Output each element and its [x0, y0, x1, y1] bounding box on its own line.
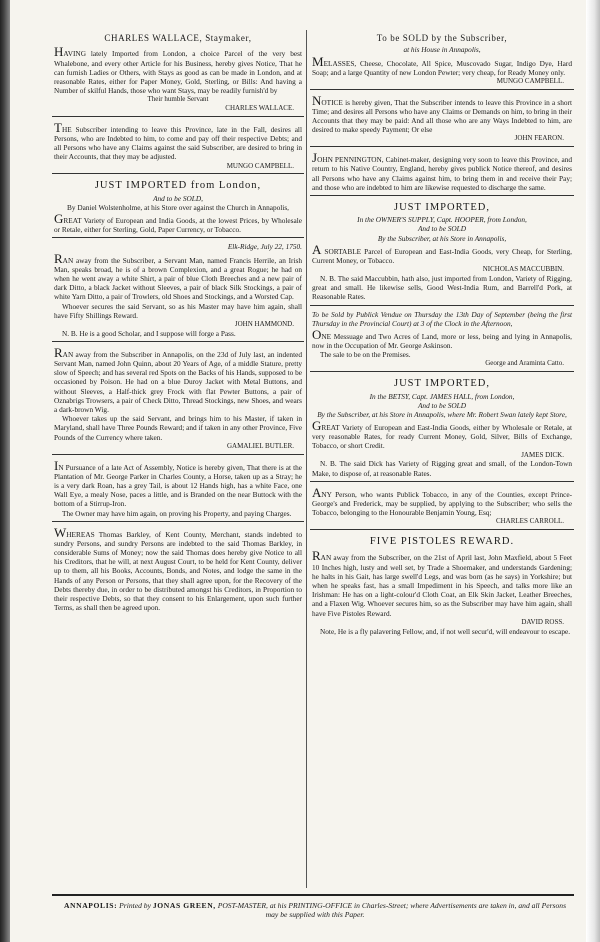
- divider: [310, 89, 574, 90]
- advert-byline: By the Subscriber, at his Store in Annapolis, where Mr. Robert Swan lately kept Store,: [317, 409, 567, 419]
- divider: [52, 521, 304, 522]
- imprint-printer: JONAS GREEN,: [152, 901, 216, 910]
- advert-signature: JAMES DICK.: [521, 450, 564, 459]
- advert-dick: [310, 374, 574, 479]
- advert-dateline: Elk-Ridge, July 22, 1750.: [227, 242, 302, 252]
- advert-subheading-2: And to be SOLD: [417, 224, 467, 234]
- advert-body-continued: Whoever takes up the said Servant, and brings him to his Master, if taken in Maryland, shall have Three Pounds Reward; and if taken in any other Province, Five Pounds of the Currency where taken.: [54, 414, 302, 442]
- advert-body: ANY Person, who wants Publick Tobacco, in any of the Counties, except Prince-George's and Frederick, may be supplied, by applying to the Subscriber; who sells the Tobacco, belonging to the Honourable Benjamin Young, Esq;: [312, 484, 572, 518]
- divider: [310, 146, 574, 147]
- advert-body: NOTICE is hereby given, That the Subscriber intends to leave this Province in a short Time; and desires all Persons who have any Claims or Demands on him, to bring in their Accounts that they may be paid: And all those who are any Ways Indebted to him, are desired to make speedy Payment; Or else: [312, 92, 572, 135]
- column-divider: [306, 30, 307, 888]
- footer-rule: [52, 894, 574, 896]
- advert-signature: CHARLES WALLACE.: [225, 104, 294, 113]
- advert-subheading: In the OWNER'S SUPPLY, Capt. HOOPER, from London,: [357, 215, 527, 225]
- left-column: [52, 30, 304, 890]
- advert-signature: MUNGO CAMPBELL.: [496, 76, 564, 85]
- divider: [310, 371, 574, 372]
- advert-maccubbin: [310, 198, 574, 303]
- divider: [310, 529, 574, 530]
- advert-body: RAN away from the Subscriber in Annapolis, on the 23d of July last, an indented Servant Man, named John Quinn, about 20 Years of Age, of a middle Stature, pretty slow of Speech; and has several red Spots on the Backs of his Hands, supposed to be occasioned by Poison. He had on a blue Duroy Jacket with Metal Buttons, and without Sleeves, a Half-thick grey Frock with flat Pewter Buttons, a pair of Oznabrigs Trowsers, a pair of Check Ditto, Thread Stockings, new Shoes, and wears a dark-brown Wig.: [54, 344, 302, 415]
- advert-body-continued: The sale to be on the Premises.: [320, 350, 411, 360]
- divider: [52, 116, 304, 117]
- advert-lead: To be Sold by Publick Vendue on Thursday the 13th Day of September (being the first Thursday in the Provincial Court) at 3 of the Clock in the Afternoon,: [312, 309, 572, 328]
- divider: [52, 237, 304, 238]
- advert-catto-vendue: [310, 308, 574, 370]
- divider: [52, 454, 304, 455]
- printer-imprint: [60, 901, 570, 920]
- page-binding: [0, 0, 10, 942]
- advert-heading: JUST IMPORTED from London,: [94, 180, 262, 192]
- advert-heading: FIVE PISTOLES REWARD.: [369, 536, 515, 548]
- advert-signature: DAVID ROSS.: [521, 617, 564, 626]
- advert-body: A SORTABLE Parcel of European and East-India Goods, very Cheap, for Sterling, Current Money, or Tobacco.: [312, 241, 572, 265]
- advert-subheading: In the BETSY, Capt. JAMES HALL, from London,: [369, 391, 515, 401]
- advert-body: THE Subscriber intending to leave this Province, late in the Fall, desires all Persons, who are Indebted to him, to come and pay off their respective Debts; and all Persons who have any Claims against the said Subscriber, are desired to bring in their Accounts, that they may be adjusted.: [54, 119, 302, 162]
- imprint-details: POST-MASTER, at his PRINTING-OFFICE in Charles-Street; where Advertisements are taken in, and all Persons may be supplied with this Paper.: [217, 901, 567, 920]
- advert-body: WHEREAS Thomas Barkley, of Kent County, Merchant, stands indebted to sundry Persons, and sundry Persons are indebted to the said Thomas Barkley, in considerable Sums of Money; now the said Thomas does hereby give Notice to all his Creditors, that he will, at next August Court, to be held for Kent County, deliver up to them, all his Books, Accounts, Bonds, and Notes, and lodge the same in the Hands of any Person or Persons, that they shall agree upon, for the Recovery of the Debts thereby due, in order to be distributed amongst his Creditors, in Proportion to their respective Debts, so that they consent to his Enlargement, upon such further Terms, as shall then be agreed upon.: [54, 524, 302, 613]
- advert-subheading: And to be SOLD,: [153, 193, 203, 203]
- advert-body: GREAT Variety of European and India Goods, at the lowest Prices, by Wholesale or Retale, either for Sterling, Gold, Paper Currency, or Tobacco.: [54, 211, 302, 235]
- advert-body: JOHN PENNINGTON, Cabinet-maker, designing very soon to leave this Province, and return to his Native Country, England, hereby gives publick Notice thereof, and desires all Persons who have any Claims against him, to bring them in and receive their Pay; and those who are indebted to him are likewise requested to discharge the same.: [312, 150, 572, 192]
- page-edge: [586, 0, 600, 942]
- imprint-printed-by: Printed by: [119, 901, 151, 910]
- advert-byline: By the Subscriber, at his Store in Annapolis,: [377, 233, 507, 243]
- advert-subheading-2: And to be SOLD: [417, 400, 467, 410]
- advert-signature: JOHN FEARON.: [514, 134, 564, 143]
- advert-ross-reward: [310, 532, 574, 637]
- advert-body: ONE Messuage and Two Acres of Land, more or less, being and lying in Annapolis, now in the Occupation of Mr. George Askinson.: [312, 326, 572, 351]
- advert-signature: CHARLES CARROLL.: [495, 517, 564, 526]
- advert-wolstenholme: [52, 176, 304, 235]
- advert-body: RAN away from the Subscriber, a Servant Man, named Francis Herrile, an Irish Man, speaks broad, he is of a brown Complexion, and a great Rogue; he had on when he went away a white Shirt, a pair of blue Cloth Breeches and a new pair of dark Ditto, a black Jacket without Sleeves, a pair of black Silk Stockings, a pair of white Yarn Ditto, a pair of Trowlers, old Shoes and Stockings, and a Worsted Cap.: [54, 250, 302, 302]
- advert-fearon: [310, 92, 574, 145]
- divider: [310, 195, 574, 196]
- advert-barkley: [52, 524, 304, 614]
- advert-body-continued: Whoever secures the said Servant, so as his Master may have him again, shall have Fifty Shillings Reward.: [54, 301, 302, 320]
- advert-heading: JUST IMPORTED,: [393, 202, 491, 214]
- advert-byline: By Daniel Wolstenholme, at his Store over against the Church in Annapolis,: [66, 202, 289, 212]
- advert-subheading: at his House in Annapolis,: [403, 45, 481, 55]
- advert-closing: Their humble Servant: [147, 95, 209, 104]
- advert-body: IN Pursuance of a late Act of Assembly, Notice is hereby given, That there is at the Plantation of Mr. George Parker in Charles County, a Horse, taken up as a Stray; he is a very dark Roan, has a grey Tail, is about 12 Hands high, has a white Face, one Wall Eye, a mealy Nose, paces a little, and is Branded on the near Buttock with the bottom of a Stirrup-Iron.: [54, 457, 302, 509]
- advert-pennington: [310, 149, 574, 193]
- advert-signature: MUNGO CAMPBELL.: [226, 161, 294, 170]
- advert-body: RAN away from the Subscriber, on the 21st of April last, John Maxfield, about 5 Feet 10 Inches high, lusty and well set, by Trade a Shoemaker, and understands Gardening; he halts in his Gait, has large swell'd Legs, and was born (as he says) in Yorkshire; but when he speaks fast, has a small Impediment in his Speech, and talks more like an Irishman: He has on a light-colour'd Cloth Coat, an Elk Skin Jacket, Leather Breeches, and a Flaxen Wig. Whoever secures him, so as the Subscriber may have him again, shall have Five Pistoles Reward.: [312, 548, 572, 618]
- advert-stray-horse: [52, 457, 304, 519]
- advert-campbell-goods: [310, 30, 574, 87]
- advert-signature: JOHN HAMMOND.: [234, 319, 294, 328]
- advert-heading: CHARLES WALLACE, Staymaker,: [104, 33, 252, 43]
- advert-body: HAVING lately Imported from London, a choice Parcel of the very best Whalebone, and every other Article for his Business, hereby gives Notice, That he can furnish Ladies or Others, with Stays as good as can be made in London, and at reasonable Rates, either for Paper Money, Gold, Sterling, or Bills: And having a Number of skilful Hands, those who want Stays, may be readily furnish'd by: [54, 44, 302, 96]
- advert-hammond: [52, 240, 304, 339]
- advert-heading: To be SOLD by the Subscriber,: [376, 33, 508, 43]
- advert-body-continued: The Owner may have him again, on proving his Property, and paying Charges.: [62, 508, 292, 518]
- advert-wallace: [52, 30, 304, 114]
- advert-note: N. B. The said Maccubbin, hath also, just imported from London, Variety of Rigging, great and small. He likewise sells, Good West-India Rum, and Barrell'd Pork, at Reasonable Rates.: [312, 273, 572, 302]
- divider: [52, 341, 304, 342]
- advert-note: N. B. He is a good Scholar, and I suppose will forge a Pass.: [62, 328, 236, 338]
- advert-signature: NICHOLAS MACCUBBIN.: [482, 265, 564, 274]
- divider: [310, 305, 574, 306]
- right-column: [310, 30, 574, 890]
- divider: [52, 173, 304, 174]
- advert-body: MELASSES, Cheese, Chocolate, All Spice, Muscovado Sugar, Indigo Dye, Hard Soap; and a large Quantity of new London Pewter; very cheap, for Ready Money only.: [312, 53, 572, 77]
- advert-signature: GAMALIEL BUTLER.: [226, 441, 294, 450]
- advert-butler: [52, 344, 304, 452]
- advert-carroll: [310, 484, 574, 527]
- advert-campbell-leaving: [52, 119, 304, 172]
- imprint-place: ANNAPOLIS:: [63, 901, 118, 910]
- divider: [310, 481, 574, 482]
- advert-heading: JUST IMPORTED,: [393, 378, 491, 390]
- advert-body: GREAT Variety of European and East-India Goods, either by Wholesale or Retale, at very reasonable Rates, for ready Current Money, Gold, Silver, Bills of Exchange, Tobacco, or short Credit.: [312, 418, 572, 451]
- advert-note: N. B. The said Dick has Variety of Rigging great and small, of the London-Town Make, to dispose of, at reasonable Rates.: [312, 459, 572, 478]
- advert-note: Note, He is a fly palavering Fellow, and, if not well secur'd, will endeavour to escape.: [320, 626, 571, 636]
- advert-signature: George and Araminta Catto.: [485, 359, 564, 368]
